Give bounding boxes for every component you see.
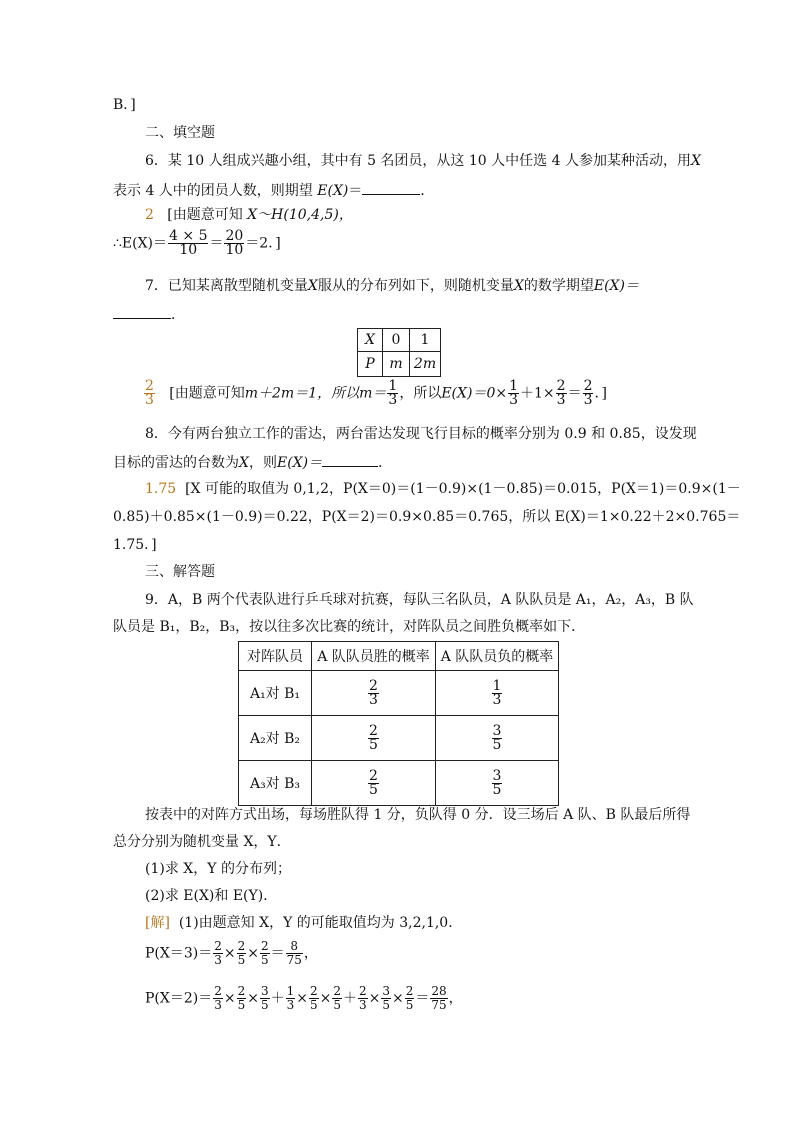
section-solve-heading: 三、解答题 <box>145 564 215 580</box>
fraction: $\frac{2}{5}$ <box>369 722 378 753</box>
table-row: A₂对 B₂ $\frac{2}{5}$ $\frac{3}{5}$ <box>239 716 559 761</box>
fraction: $\frac{2}{5}$ <box>260 939 269 967</box>
q7-line2: ． <box>113 304 185 324</box>
answer-fraction: $\frac{2}{3}$ <box>145 378 154 408</box>
fraction: $\frac{8}{75}$ <box>286 939 302 967</box>
q9-px3: P(X＝3)＝ $\frac{2}{3}$ × $\frac{2}{5}$ × $\frac{2}{5}$ ＝ $\frac{8}{75}$ ， <box>145 939 318 967</box>
fraction: $\frac{2}{3}$ <box>359 984 367 1012</box>
q6-line1: 6．某 10 人组成兴趣小组，其中有 5 名团员，从这 10 人中任选 4 人参加某种活动，用X <box>145 153 701 169</box>
table-header: A 队队员胜的概率 <box>312 642 436 671</box>
q6-solution: ∴E(X)＝ $\frac{4 \times 5}{10}$ ＝ $\frac{20}{10}$ ＝2．] <box>113 228 281 258</box>
fraction: $\frac{3}{5}$ <box>492 722 502 753</box>
fraction: $\frac{2}{5}$ <box>369 767 378 798</box>
fraction: $\frac{1}{3}$ <box>388 378 398 408</box>
fraction: $\frac{2}{3}$ <box>369 677 378 708</box>
q9-line3: 按表中的对阵方式出场，每场胜队得 1 分，负队得 0 分．设三场后 A 队、B 队最后所得 <box>145 807 691 823</box>
q6-line2: 表示 4 人中的团员人数，则期望 E(X)＝ ． <box>113 180 434 200</box>
q9-part2: (2)求 E(X)和 E(Y)． <box>145 888 278 904</box>
q7-distribution-table: X 0 1 P m 2m <box>357 328 441 377</box>
q6-answer: 2 [由题意可知 X～H(10,4,5)， <box>145 207 353 223</box>
fraction: $\frac{2}{5}$ <box>237 984 246 1012</box>
q7-answer: $\frac{2}{3}$ [由题意可知m＋2m＝1，所以m＝ $\frac{1}{3}$ ，所以E(X)＝0× $\frac{1}{3}$ ＋1× $\frac{2}{3}$ ＝ $\frac{2}{3}$ ．] <box>145 378 607 408</box>
fraction: $\frac{3}{5}$ <box>260 984 269 1012</box>
answer-blank <box>113 304 171 319</box>
q9-line2: 队员是 B₁，B₂，B₃，按以往多次比赛的统计，对阵队员之间胜负概率如下． <box>113 619 586 635</box>
prev-answer-end: B．] <box>113 97 136 113</box>
q8-answer-line2: 0.85)＋0.85×(1－0.9)＝0.22，P(X＝2)＝0.9×0.85＝0.765，所以 E(X)＝1×0.22＋2×0.765＝ <box>113 509 741 525</box>
fraction: $\frac{2}{5}$ <box>237 939 246 967</box>
fraction: $\frac{3}{5}$ <box>492 767 502 798</box>
q9-line4: 总分分别为随机变量 X，Y． <box>113 834 291 850</box>
q8-line2: 目标的雷达的台数为X，则E(X)＝ ． <box>113 452 392 472</box>
fraction: $\frac{1}{3}$ <box>286 984 295 1012</box>
answer-blank <box>362 180 420 195</box>
q9-part1: (1)求 X，Y 的分布列； <box>145 861 291 877</box>
q7-line1: 7．已知某离散型随机变量X服从的分布列如下，则随机变量X的数学期望E(X)＝ <box>145 278 639 294</box>
table-row: A₃对 B₃ $\frac{2}{5}$ $\frac{3}{5}$ <box>239 761 559 806</box>
answer-blank <box>322 452 378 467</box>
q8-line1: 8．今有两台独立工作的雷达，两台雷达发现飞行目标的概率分别为 0.9 和 0.85，设发现 <box>145 426 697 442</box>
fraction: $\frac{2}{3}$ <box>556 378 566 408</box>
section-fill-in-heading: 二、填空题 <box>145 125 215 141</box>
q8-answer-line3: 1.75．] <box>113 537 157 553</box>
fraction: $\frac{28}{75}$ <box>431 984 447 1012</box>
q9-solution-start: [解] (1)由题意知 X，Y 的可能取值均为 3,2,1,0. <box>145 915 453 931</box>
fraction: $\frac{4 \times 5}{10}$ <box>169 228 208 258</box>
table-header: A 队队员负的概率 <box>436 642 559 671</box>
fraction: $\frac{2}{3}$ <box>583 378 593 408</box>
fraction: $\frac{2}{3}$ <box>214 984 222 1012</box>
fraction: $\frac{20}{10}$ <box>225 228 244 258</box>
q9-px2: P(X＝2)＝ $\frac{2}{3}$ × $\frac{2}{5}$ × $\frac{3}{5}$ ＋ $\frac{1}{3}$ × $\frac{2}{5}$ × $\frac{2}{5}$ ＋ $\frac{2}{3}$ × $\frac{3}{5}$ × $\frac{2}{5}$ ＝ $\frac{28}{75}$ ， <box>145 984 463 1012</box>
fraction: $\frac{3}{5}$ <box>382 984 391 1012</box>
fraction: $\frac{2}{3}$ <box>214 939 222 967</box>
fraction: $\frac{2}{5}$ <box>405 984 414 1012</box>
q8-answer-line1: 1.75 [X 可能的取值为 0,1,2，P(X＝0)＝(1－0.9)×(1－0.85)＝0.015，P(X＝1)＝0.9×(1－ <box>145 481 741 497</box>
fraction: $\frac{2}{5}$ <box>309 984 318 1012</box>
q9-probability-table <box>238 641 559 806</box>
fraction: $\frac{1}{3}$ <box>492 677 502 708</box>
table-row: A₁对 B₁ $\frac{2}{3}$ $\frac{1}{3}$ <box>239 671 559 716</box>
fraction: $\frac{1}{3}$ <box>509 378 518 408</box>
fraction: $\frac{2}{5}$ <box>333 984 341 1012</box>
table-header: 对阵队员 <box>239 642 312 671</box>
q9-line1: 9．A，B 两个代表队进行乒乓球对抗赛，每队三名队员，A 队队员是 A₁，A₂，A₃，B 队 <box>145 592 694 608</box>
